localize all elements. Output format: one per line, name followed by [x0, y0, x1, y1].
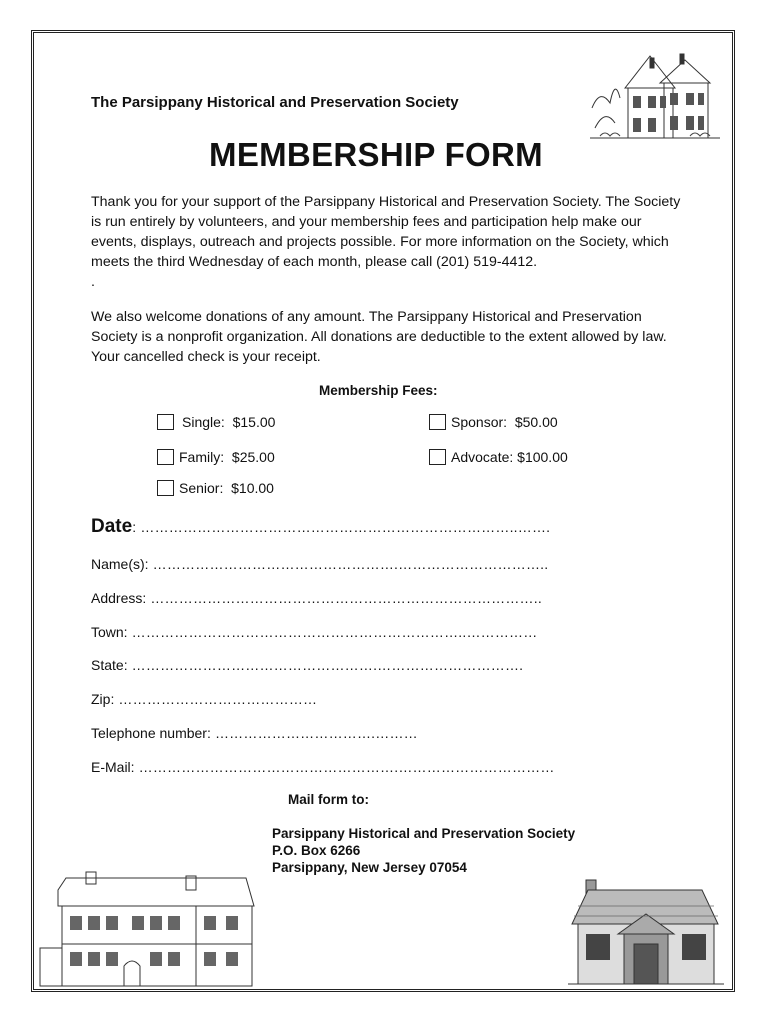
checkbox-single[interactable] [157, 414, 174, 430]
option-family[interactable]: Family: $25.00 [157, 449, 275, 465]
date-field[interactable]: Date: ……………………………………………………………………..……. [91, 516, 551, 537]
state-field[interactable]: State: …………………………………………….…………………………. [91, 657, 524, 673]
page-title: MEMBERSHIP FORM [209, 136, 543, 173]
checkbox-advocate[interactable] [429, 449, 446, 465]
mailing-address: Parsippany Historical and Preservation Society P.O. Box 6266 Parsippany, New Jersey 07054 [272, 826, 576, 875]
intro-paragraph: Thank you for your support of the Parsippany Historical and Preservation Society. The Society is run entirely by volunteers, and your membership fees and participation help make our events, displays, outreach and projects possible. For more information on the Society, which meets the third Wednesday of each month, please call (201) 519-4412. [91, 194, 681, 270]
colonial-house-icon [36, 868, 258, 988]
names-field[interactable]: Name(s): …………………………………………….………………………….. [91, 556, 549, 572]
organization-name: The Parsippany Historical and Preservation Society [91, 94, 459, 111]
cottage-house-icon [568, 876, 724, 988]
checkbox-senior[interactable] [157, 480, 174, 496]
checkbox-sponsor[interactable] [429, 414, 446, 430]
checkbox-family[interactable] [157, 449, 174, 465]
option-senior[interactable]: Senior: $10.00 [157, 480, 274, 496]
telephone-field[interactable]: Telephone number: …………………………….……… [91, 725, 418, 741]
fees-heading: Membership Fees: [319, 383, 438, 398]
email-field[interactable]: E-Mail: ……………………………………………….…………………………… [91, 759, 555, 775]
town-field[interactable]: Town: ……………………………………………………………..…………… [91, 624, 538, 640]
victorian-house-icon [590, 48, 720, 144]
option-single[interactable]: Single: $15.00 [157, 414, 275, 430]
date-label: Date [91, 516, 133, 537]
address-field[interactable]: Address: ……………………………………………………………………….. [91, 590, 542, 606]
stray-period: . [91, 274, 95, 290]
zip-field[interactable]: Zip: …………………………………… [91, 691, 318, 707]
option-sponsor[interactable]: Sponsor: $50.00 [429, 414, 558, 430]
donation-paragraph: We also welcome donations of any amount. The Parsippany Historical and Preservation Society is a nonprofit organization. All donations are deductible to the extent allowed by law. Your cancelled check is your receipt. [91, 309, 667, 365]
mail-heading: Mail form to: [288, 792, 369, 807]
option-advocate[interactable]: Advocate: $100.00 [429, 449, 568, 465]
